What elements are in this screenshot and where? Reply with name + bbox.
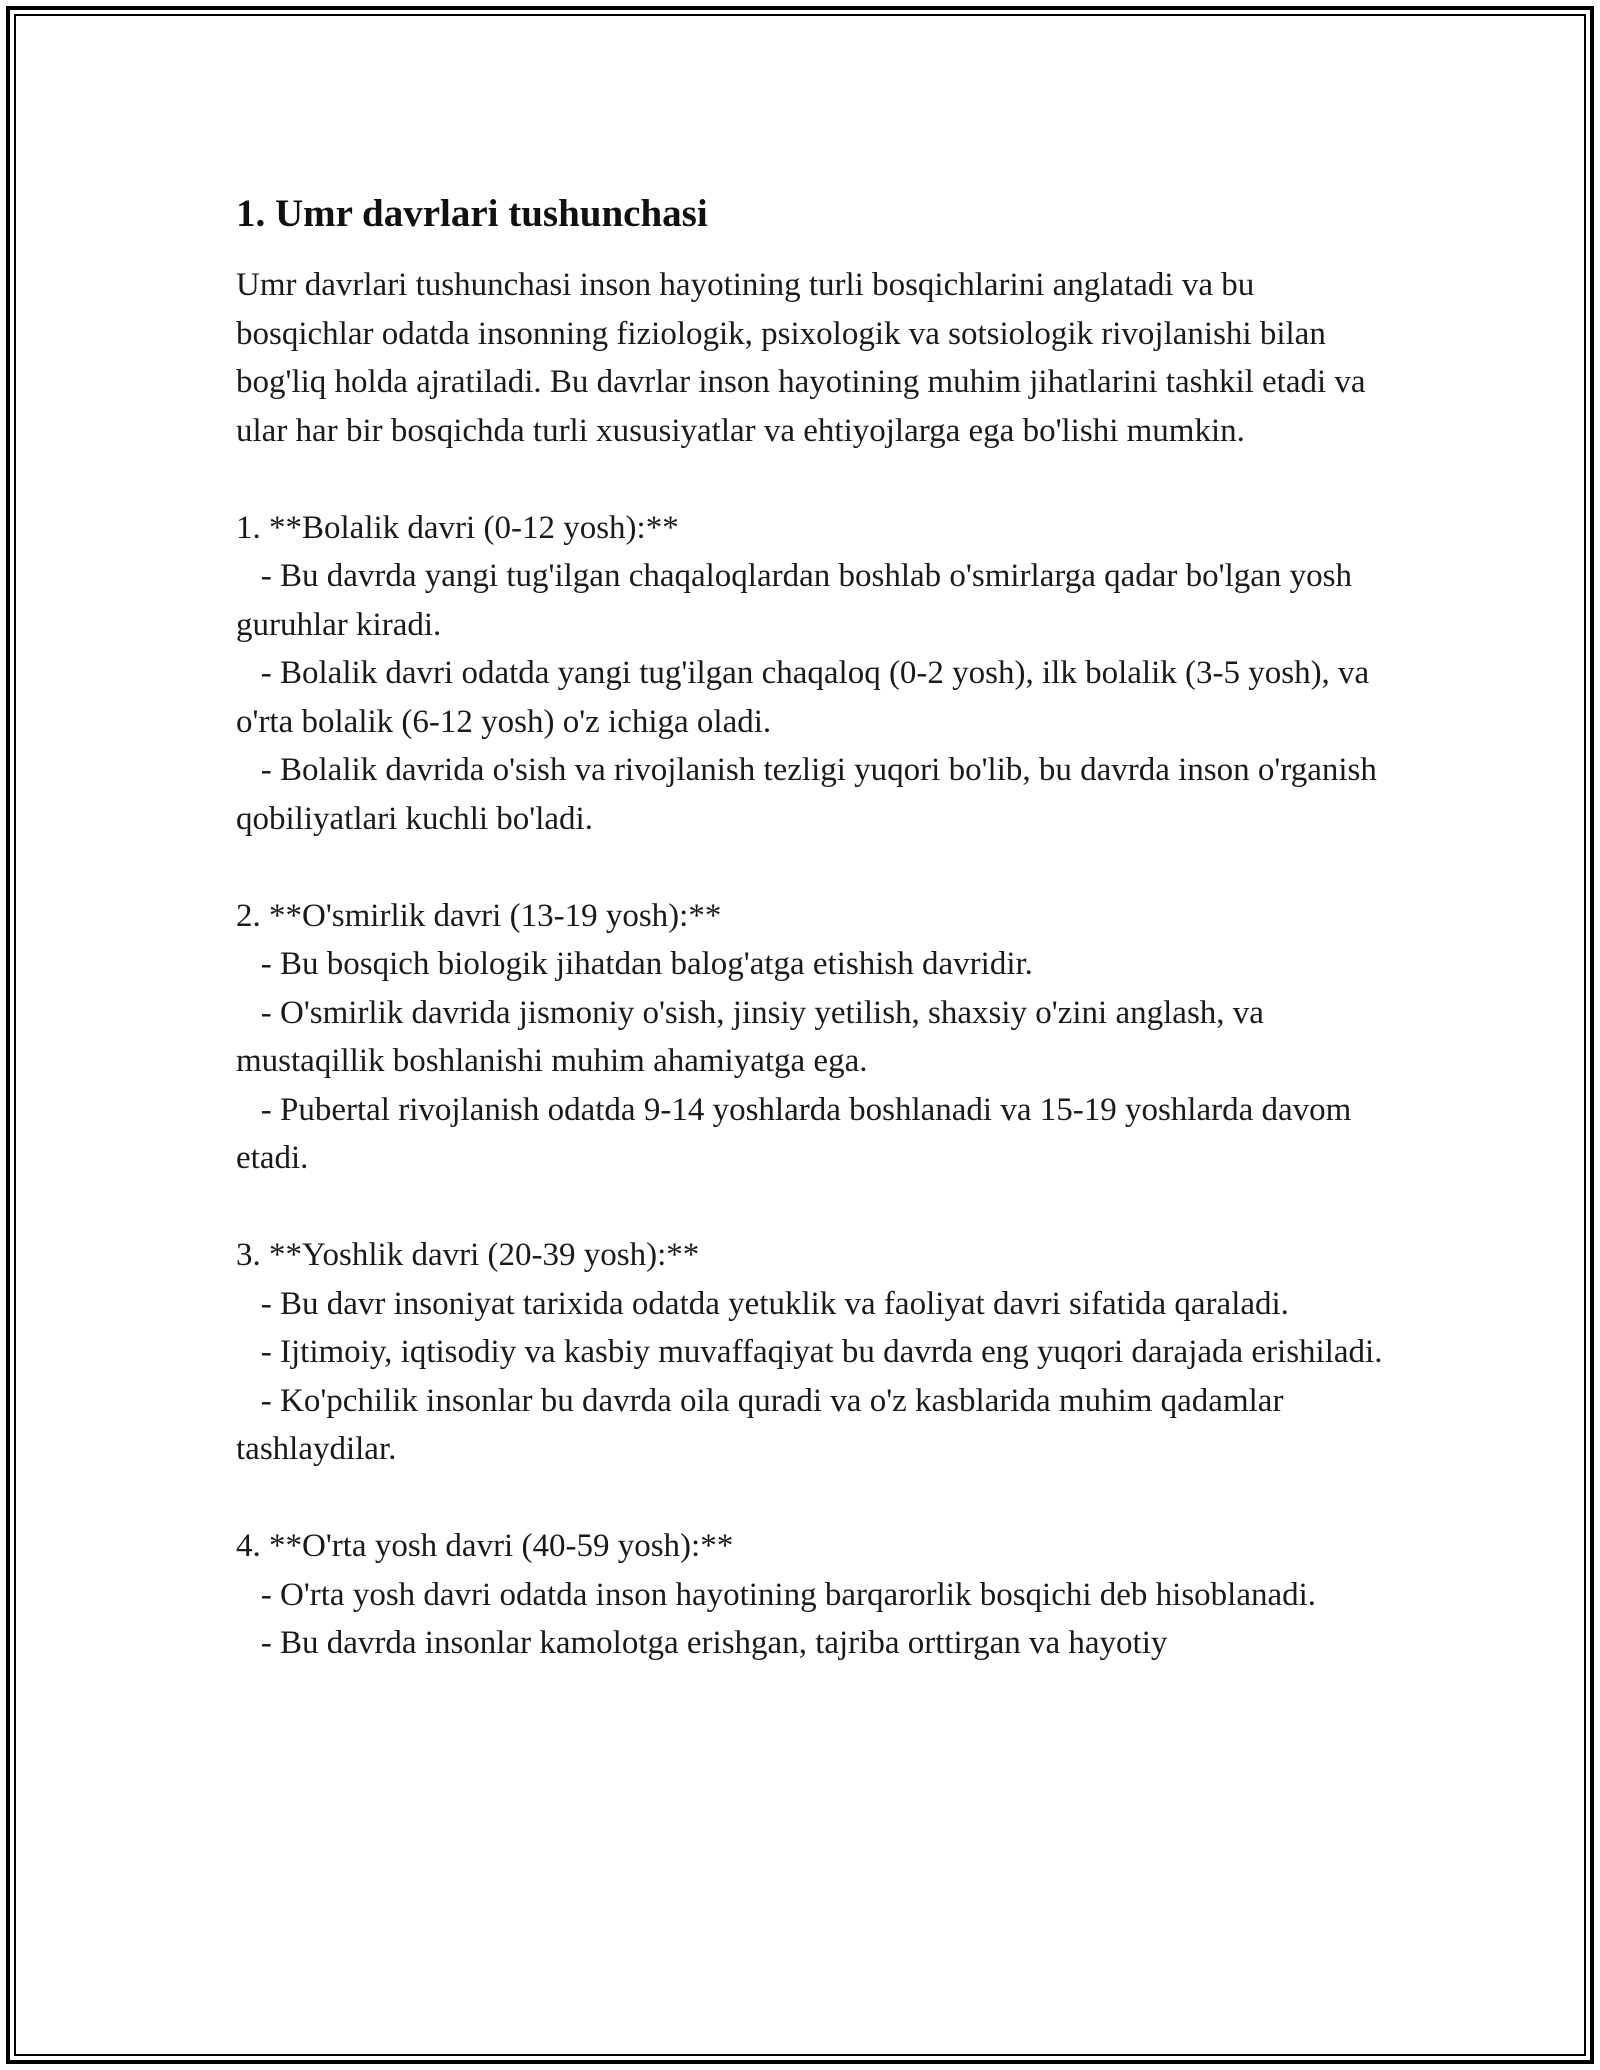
section-title: 4. **O'rta yosh davri (40-59 yosh):** <box>236 1528 734 1564</box>
bullet-item: - Bu bosqich biologik jihatdan balog'atga etishish davridir. <box>236 946 1033 982</box>
bullet-item: - Ko'pchilik insonlar bu davrda oila quradi va o'z kasblarida muhim qadamlar tashlaydilar. <box>236 1382 1292 1467</box>
section-title: 1. **Bolalik davri (0-12 yosh):** <box>236 509 679 546</box>
section-bolalik <box>236 504 1386 844</box>
document-heading: 1. Umr davrlari tushunchasi <box>236 192 708 235</box>
section-orta-yosh <box>236 1522 1386 1668</box>
section-title: 2. **O'smirlik davri (13-19 yosh):** <box>236 897 722 934</box>
section-yoshlik <box>236 1231 1386 1474</box>
bullet-item: - O'smirlik davrida jismoniy o'sish, jinsiy yetilish, shaxsiy o'zini anglash, va mustaqillik boshlanishi muhim ahamiyatga ega. <box>236 994 1273 1079</box>
intro-paragraph: Umr davrlari tushunchasi inson hayotining turli bosqichlarini anglatadi va bu bosqichlar odatda insonning fiziologik, psixologik va sotsiologik rivojlanishi bilan bog'liq holda ajratiladi. Bu davrlar inson hayotining muhim jihatlarini tashkil etadi va ular har bir bosqichda turli xususiyatlar va ehtiyojlarga ega bo'lishi mumkin. <box>236 267 1374 449</box>
bullet-item: - O'rta yosh davri odatda inson hayotining barqarorlik bosqichi deb hisoblanadi. <box>236 1576 1317 1613</box>
section-bullets <box>236 1280 1386 1474</box>
section-osmirlik <box>236 892 1386 1183</box>
bullet-item: - Bu davrda insonlar kamolotga erishgan, tajriba orttirgan va hayotiy <box>236 1625 1168 1661</box>
section-title: 3. **Yoshlik davri (20-39 yosh):** <box>236 1237 700 1273</box>
bullet-item: - Bu davr insoniyat tarixida odatda yetuklik va faoliyat davri sifatida qaraladi. <box>236 1285 1289 1322</box>
section-bullets <box>236 940 1386 1183</box>
bullet-item: - Bolalik davrida o'sish va rivojlanish tezligi yuqori bo'lib, bu davrda inson o'rganish qobiliyatlari kuchli bo'ladi. <box>236 752 1386 837</box>
bullet-item: - Bu davrda yangi tug'ilgan chaqaloqlardan boshlab o'smirlarga qadar bo'lgan yosh guruhlar kiradi. <box>236 558 1361 643</box>
section-bullets <box>236 1571 1386 1668</box>
bullet-item: - Bolalik davri odatda yangi tug'ilgan chaqaloq (0-2 yosh), ilk bolalik (3-5 yosh), va o'rta bolalik (6-12 yosh) o'z ichiga oladi. <box>236 655 1378 740</box>
bullet-item: - Pubertal rivojlanish odatda 9-14 yoshlarda boshlanadi va 15-19 yoshlarda davom etadi. <box>236 1091 1360 1176</box>
section-bullets <box>236 552 1386 843</box>
bullet-item: - Ijtimoiy, iqtisodiy va kasbiy muvaffaqiyat bu davrda eng yuqori darajada erishiladi. <box>236 1334 1383 1370</box>
document-body <box>236 188 1386 1668</box>
